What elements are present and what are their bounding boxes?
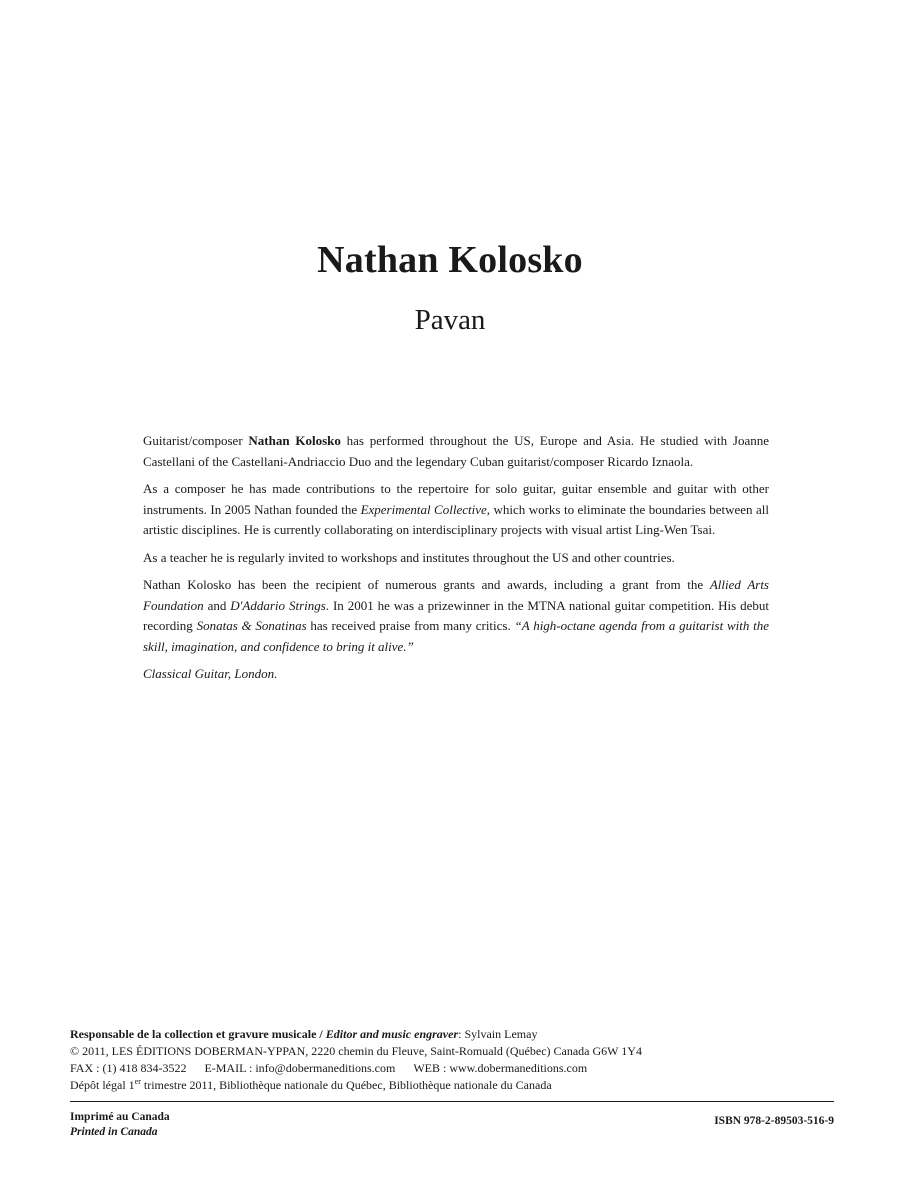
legal-deposit-superscript: er: [134, 1077, 141, 1086]
biography: [143, 431, 769, 692]
bio-strings-name: D'Addario Strings: [230, 597, 326, 613]
bio-text: has performed throughout the US, Europe and Asia. He studied with Joanne Castellani of the Castellani-Andriaccio Duo and the legendary Cuban guitarist/composer Ricardo Iznaola.: [143, 433, 769, 469]
bio-foundation-name: Allied Arts Foundation: [143, 577, 769, 613]
bio-text: As a composer he has made contributions to the repertoire for solo guitar, guitar ensemble and guitar with other instruments. In 2005 Nathan founded the: [143, 481, 769, 517]
fax-number: FAX : (1) 418 834-3522: [70, 1061, 187, 1075]
editor-line: [70, 1026, 850, 1043]
editor-label-en: Editor and music engraver: [325, 1027, 459, 1041]
bio-text: , which works to eliminate the boundaries between all artistic disciplines. He is currently collaborating on interdisciplinary projects with visual artist Ling-Wen Tsai.: [143, 501, 769, 537]
legal-deposit-line: [70, 1077, 850, 1094]
copyright-line: © 2011, LES ÉDITIONS DOBERMAN-YPPAN, 2220 chemin du Fleuve, Saint-Romuald (Québec) Canada G6W 1Y4: [70, 1044, 642, 1058]
bio-paragraph-1: [143, 431, 769, 472]
bio-text: has received praise from many critics.: [306, 618, 515, 633]
bio-composer-name: Nathan Kolosko: [248, 433, 341, 448]
bio-paragraph-3: As a teacher he is regularly invited to workshops and institutes throughout the US and other countries.: [143, 549, 675, 565]
piece-title: Pavan: [414, 304, 486, 336]
isbn-number: ISBN 978-2-89503-516-9: [714, 1115, 834, 1127]
editor-name: Sylvain Lemay: [464, 1027, 538, 1041]
website-address: WEB : www.dobermaneditions.com: [413, 1061, 588, 1075]
bio-collective-name: Experimental Collective: [360, 501, 487, 517]
legal-deposit-text: Dépôt légal 1: [70, 1078, 135, 1092]
bio-paragraph-2: [143, 479, 769, 541]
publisher-credits: [70, 1026, 850, 1094]
bio-text: . In 2001 he was a prizewinner in the MTNA national guitar competition. His debut recording: [143, 597, 769, 633]
editor-colon: :: [458, 1027, 465, 1041]
legal-deposit-text: trimestre 2011, Bibliothèque nationale du Québec, Bibliothèque nationale du Canada: [140, 1078, 552, 1092]
email-address: E-MAIL : info@dobermaneditions.com: [204, 1061, 396, 1075]
bio-text: Guitarist/composer: [143, 433, 249, 448]
quote-source: Classical Guitar, London.: [143, 666, 278, 681]
footer-divider: [70, 1101, 834, 1102]
printed-in: [70, 1110, 170, 1140]
bio-text: Nathan Kolosko has been the recipient of numerous grants and awards, including a grant from the: [143, 577, 710, 592]
editor-label-fr: Responsable de la collection et gravure musicale: [70, 1027, 317, 1041]
contact-line: [70, 1060, 850, 1077]
composer-name: Nathan Kolosko: [317, 239, 583, 281]
bio-text: and: [203, 597, 231, 613]
printed-in-en: Printed in Canada: [70, 1126, 158, 1138]
bio-recording-title: Sonatas & Sonatinas: [196, 618, 307, 633]
printed-in-fr: Imprimé au Canada: [70, 1111, 170, 1123]
bio-paragraph-4: [143, 575, 769, 657]
editor-separator: /: [316, 1027, 326, 1041]
bio-quote: “A high-octane agenda from a guitarist with the skill, imagination, and confidence to bring it alive.”: [143, 618, 769, 654]
